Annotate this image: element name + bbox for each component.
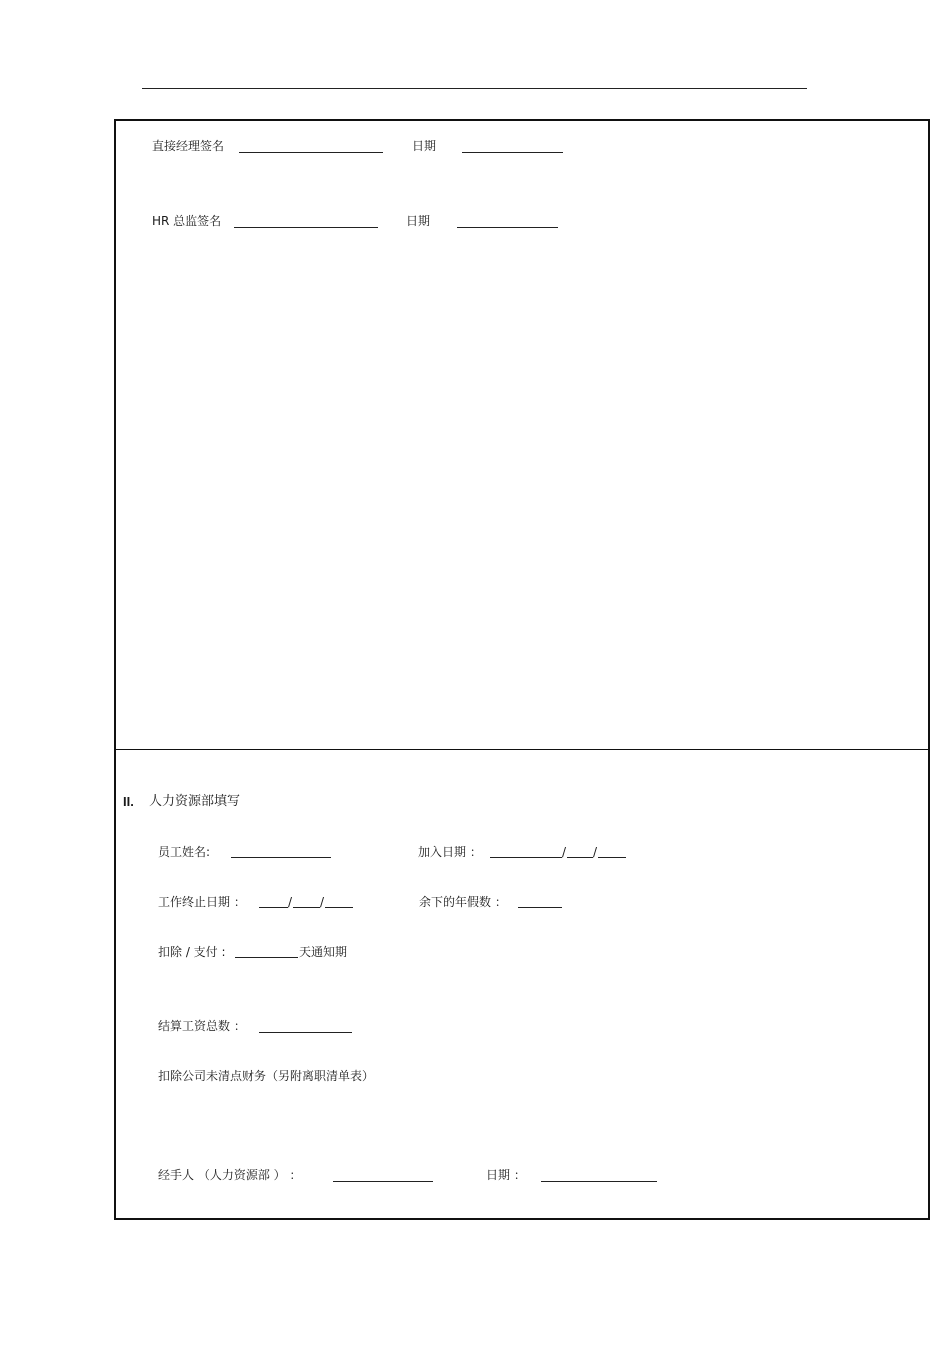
handler-field[interactable]: [333, 1181, 433, 1182]
deduct-label: 扣除 / 支付 :: [158, 945, 226, 959]
hr-date-label: 日期: [406, 214, 431, 228]
hr-signature-field[interactable]: [234, 227, 378, 228]
handler-date-field[interactable]: [541, 1181, 657, 1182]
header-rule: [142, 88, 807, 89]
end-date-year-field[interactable]: [259, 907, 288, 908]
manager-signature-field[interactable]: [239, 152, 383, 153]
form-box: [114, 119, 930, 1220]
manager-date-field[interactable]: [462, 152, 563, 153]
employee-name-field[interactable]: [231, 857, 331, 858]
hr-signature-label: HR 总监签名: [152, 214, 222, 228]
end-date-month-field[interactable]: [293, 907, 320, 908]
manager-signature-label: 直接经理签名: [152, 139, 225, 153]
join-date-label: 加入日期 ：: [418, 845, 482, 859]
handler-date-label: 日期 ：: [486, 1168, 526, 1182]
join-date-year-field[interactable]: [490, 857, 562, 858]
join-date-separator: /: [562, 845, 567, 859]
employee-name-label: 员工姓名:: [158, 845, 211, 859]
section-number: II.: [123, 794, 134, 809]
handler-label: 经手人 （人力资源部 ） ：: [158, 1168, 302, 1182]
remaining-leave-label: 余下的年假数 ：: [419, 895, 507, 909]
section-title: 人力资源部填写: [149, 794, 241, 809]
end-date-label: 工作终止日期 ：: [158, 895, 246, 909]
hr-date-field[interactable]: [457, 227, 558, 228]
deduct-finance-label: 扣除公司未清点财务（另附离职清单表）: [158, 1069, 375, 1083]
end-date-separator: /: [320, 895, 325, 909]
salary-total-label: 结算工资总数 ：: [158, 1019, 246, 1033]
join-date-day-field[interactable]: [598, 857, 626, 858]
salary-total-field[interactable]: [259, 1032, 352, 1033]
join-date-month-field[interactable]: [567, 857, 593, 858]
notice-days-field[interactable]: [235, 957, 298, 958]
notice-suffix: 天通知期: [299, 945, 348, 959]
section-divider: [116, 749, 928, 750]
remaining-leave-field[interactable]: [518, 907, 562, 908]
join-date-separator: /: [593, 845, 598, 859]
end-date-separator: /: [288, 895, 293, 909]
end-date-day-field[interactable]: [325, 907, 353, 908]
manager-date-label: 日期: [412, 139, 437, 153]
